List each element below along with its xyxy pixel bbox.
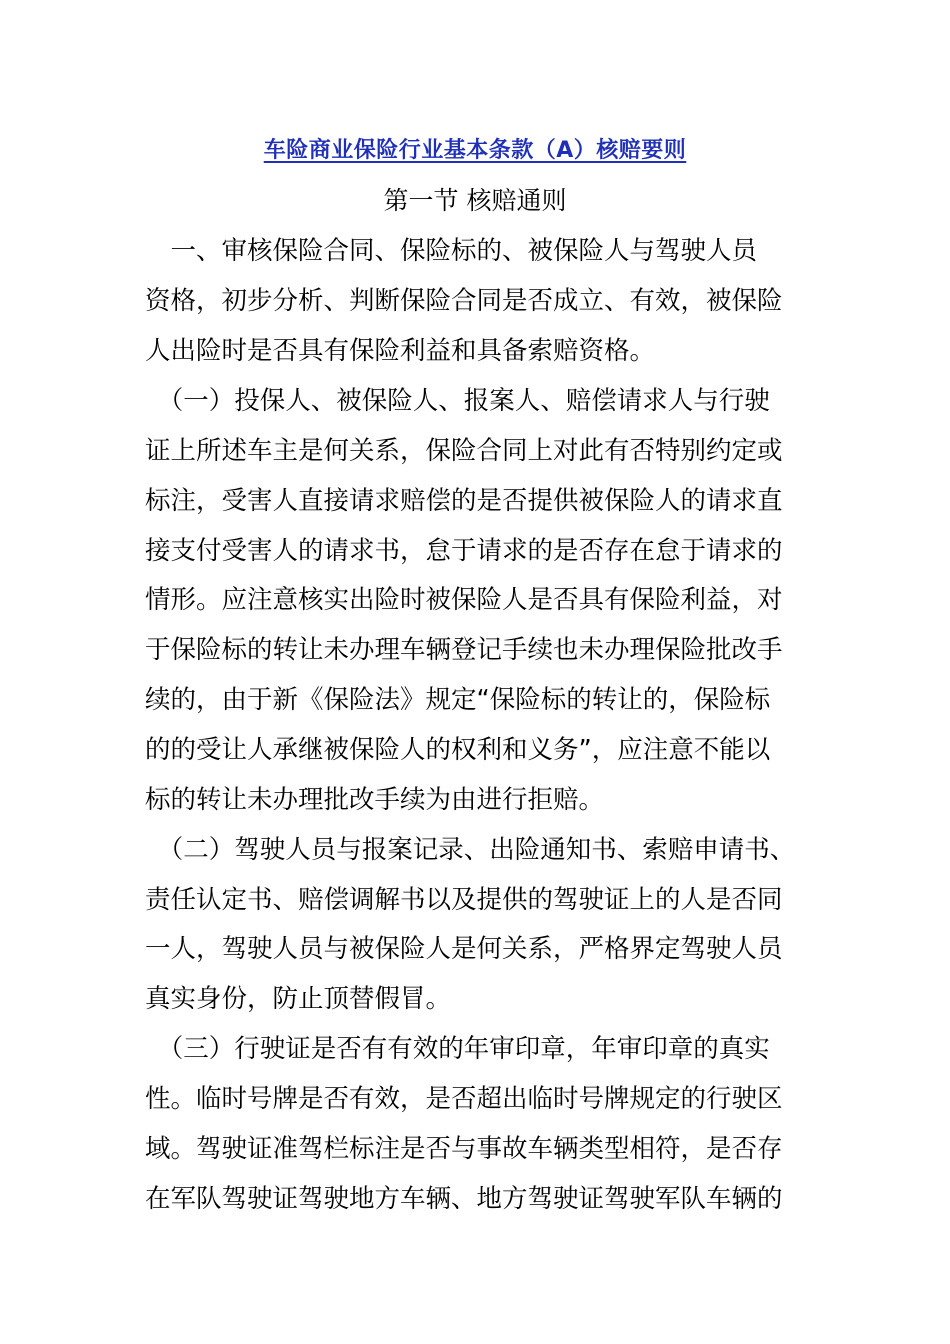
- body-line-11: 的的受让人承继被保险人的权利和义务”，应注意不能以: [145, 735, 771, 765]
- body-line-7: 接支付受害人的请求书，怠于请求的是否存在怠于请求的: [145, 536, 783, 566]
- body-line-6: 标注，受害人直接请求赔偿的是否提供被保险人的请求直: [145, 486, 783, 516]
- body-line-2: 资格，初步分析、判断保险合同是否成立、有效，被保险: [145, 286, 783, 316]
- body-line-5: 证上所述车主是何关系，保险合同上对此有否特别约定或: [145, 436, 783, 466]
- body-line-19: 域。驾驶证准驾栏标注是否与事故车辆类型相符，是否存: [145, 1134, 783, 1164]
- section-title: 第一节 核赔通则: [383, 186, 567, 215]
- body-line-15: 一人，驾驶人员与被保险人是何关系，严格界定驾驶人员: [145, 934, 783, 964]
- body-line-12: 标的转让未办理批改手续为由进行拒赔。: [145, 785, 605, 815]
- document-title: [0, 134, 950, 168]
- body-line-8: 情形。应注意核实出险时被保险人是否具有保险利益，对: [145, 585, 783, 615]
- body-line-9: 于保险标的转让未办理车辆登记手续也未办理保险批改手: [145, 635, 783, 665]
- body-line-1: 一、审核保险合同、保险标的、被保险人与驾驶人员: [145, 236, 758, 266]
- body-line-18: 性。临时号牌是否有效，是否超出临时号牌规定的行驶区: [145, 1084, 783, 1114]
- document-title-link[interactable]: 车险商业保险行业基本条款（A）核赔要则: [263, 138, 687, 163]
- body-line-14: 责任认定书、赔偿调解书以及提供的驾驶证上的人是否同: [145, 885, 783, 915]
- body-line-13: （二）驾驶人员与报案记录、出险通知书、索赔申请书、: [145, 835, 796, 865]
- body-line-10: 续的，由于新《保险法》规定“保险标的转让的，保险标: [145, 685, 771, 715]
- body-line-3: 人出险时是否具有保险利益和具备索赔资格。: [145, 336, 656, 366]
- body-line-4: （一）投保人、被保险人、报案人、赔偿请求人与行驶: [145, 386, 770, 416]
- body-line-17: （三）行驶证是否有有效的年审印章，年审印章的真实: [145, 1034, 770, 1064]
- body-line-20: 在军队驾驶证驾驶地方车辆、地方驾驶证驾驶军队车辆的: [145, 1184, 783, 1214]
- body-line-16: 真实身份，防止顶替假冒。: [145, 984, 452, 1014]
